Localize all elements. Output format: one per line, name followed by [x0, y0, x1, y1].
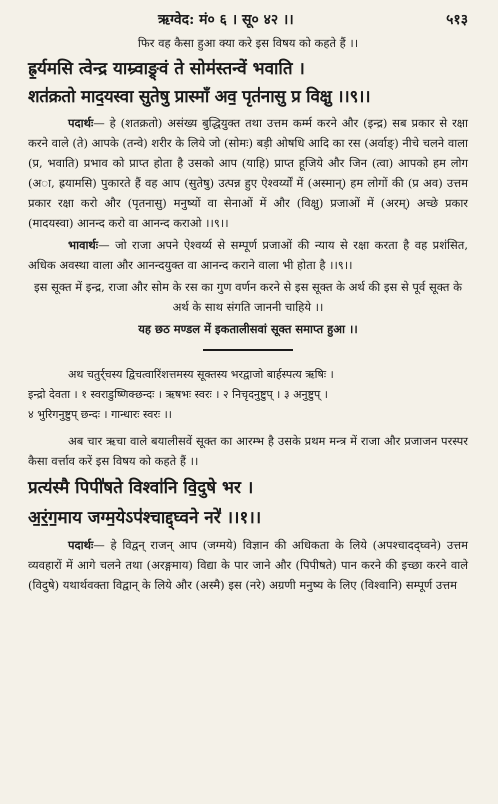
page-number: ५१३ [446, 12, 468, 28]
padartha-text: — हे (शतक्रतो) असंख्य बुद्धियुक्त तथा उत्तम कर्म्म करने और (इन्द्र) सब प्रकार से रक्षा करने वाले (ते) आपके (तन्वे) शरीर के लिये जो (सोमः) बड़ी ओषधि आदि का रस (अर्वाङ्) नीचे चलने वाला (प्र, भवाति) प्रभाव को प्राप्त होता है उसको आप (याहि) प्राप्त हूजिये और जिन (त्वा) आपको हम लोग (अा, ह्रयामसि) पुकारते हैं वह आप (सुतेषु) उत्पन्न हुए ऐश्वर्य्यों में (अस्मान्) हम लोगों की (प्र अव) उत्तम प्रकार रक्षा करो और (पृतनासु) मनुष्यों वा सेनाओं में और (विक्षु) प्रजाओं में (अरम्) अच्छे प्रकार (मादयस्वा) आनन्द करो वा आनन्द कराओ ।।९।। [28, 116, 468, 230]
padartha-1 [28, 535, 468, 595]
running-header [28, 6, 468, 32]
sukta-summary: इस सूक्त में इन्द्र, राजा और सोम के रस का गुण वर्णन करने से इस सूक्त के अर्थ की इस से पूर्व सूक्त के अर्थ के साथ संगति जाननी चाहिये ।। [34, 280, 462, 314]
mantra-1-line-1: प्रत्य॑स्मै पिपी॑षते विश्वा॑नि वि॒दुषे भर । [28, 478, 254, 498]
padartha-heading-2: पदार्थः [68, 538, 94, 552]
mantra-9-line-1: ह्र॒र्यमसि त्वेन्द्र याम्र्वाङ्र्वं ते सोम॑स्तन्वें भवाति । [28, 59, 305, 79]
sukta-end-note: यह छठ मण्डल में इकतालीसवां सूक्त समाप्त हुआ ।। [138, 322, 358, 336]
bhavartha-heading: भावार्थः [68, 238, 99, 252]
section-divider [203, 349, 293, 351]
padartha-text-2: — हे विद्वन् राजन् आप (जग्मये) विज्ञान की अधिकता के लिये (अपश्चादद्घ्वने) उत्तम व्यवहारों में आगे चलने तथा (अरङ्गमाय) विद्या के पार जाने और (पिपीषते) पान करने की इच्छा करने वाले (विदुषे) यथार्थवक्ता विद्वान् के लिये और (अस्मै) इस (नरे) अग्रणी मनुष्य के लिए (विश्वानि) सम्पूर्ण उत्तम [28, 538, 468, 592]
rishi-line-3: ४ भुरिगनुष्टुप् छन्दः । गान्धारः स्वरः ।। [28, 408, 172, 421]
rishi-line-2: इन्द्रो देवता । १ स्वराडुष्णिक्छन्दः । ऋषभः स्वरः । २ निचृदनुष्टुप् । ३ अनुष्टुप् । [28, 388, 328, 401]
padartha-heading: पदार्थः [68, 116, 94, 130]
sukta-42-intro: अब चार ऋचा वाले बयालीसवें सूक्त का आरम्भ है उसके प्रथम मन्त्र में राजा और प्रजाजन परस्पर कैसा वर्त्ताव करें इस विषय को कहते हैं ।। [28, 434, 468, 468]
bhavartha-text: — जो राजा अपने ऐश्वर्य्य से सम्पूर्ण प्रजाओं की न्याय से रक्षा करता है वह प्रशंसित, अधिक अवस्था वाला और आनन्दयुक्त वा आनन्द कराने वाला भी होता है ।।९।। [28, 238, 468, 272]
mantra-1-line-2: अ॒रं॒ग॒माय जग्म॒येऽप॑श्चाद्द्घ्वने नरे॑ ।।१।। [28, 508, 262, 528]
document-page [28, 6, 468, 597]
padartha-9 [28, 113, 468, 233]
header-title: ऋग्वेद: मं० ६ । सू० ४२ ।। [158, 12, 294, 28]
rishi-line-1: अथ चतुर्र्चस्य द्विचत्वारिंशत्तमस्य सूक्तस्य भरद्वाजो बार्हस्पत्य ऋषिः । [68, 368, 334, 381]
mantra-9-line-2: शत॑क्रतो माद॒यस्वा सुतेषु प्रास्माँ अव॒ पृत॑नासु प्र विक्षु ।।९।। [28, 87, 371, 107]
mantra-intro: फिर वह कैसा हुआ क्या करे इस विषय को कहते हैं ।। [137, 36, 359, 50]
bhavartha-9 [28, 235, 468, 275]
